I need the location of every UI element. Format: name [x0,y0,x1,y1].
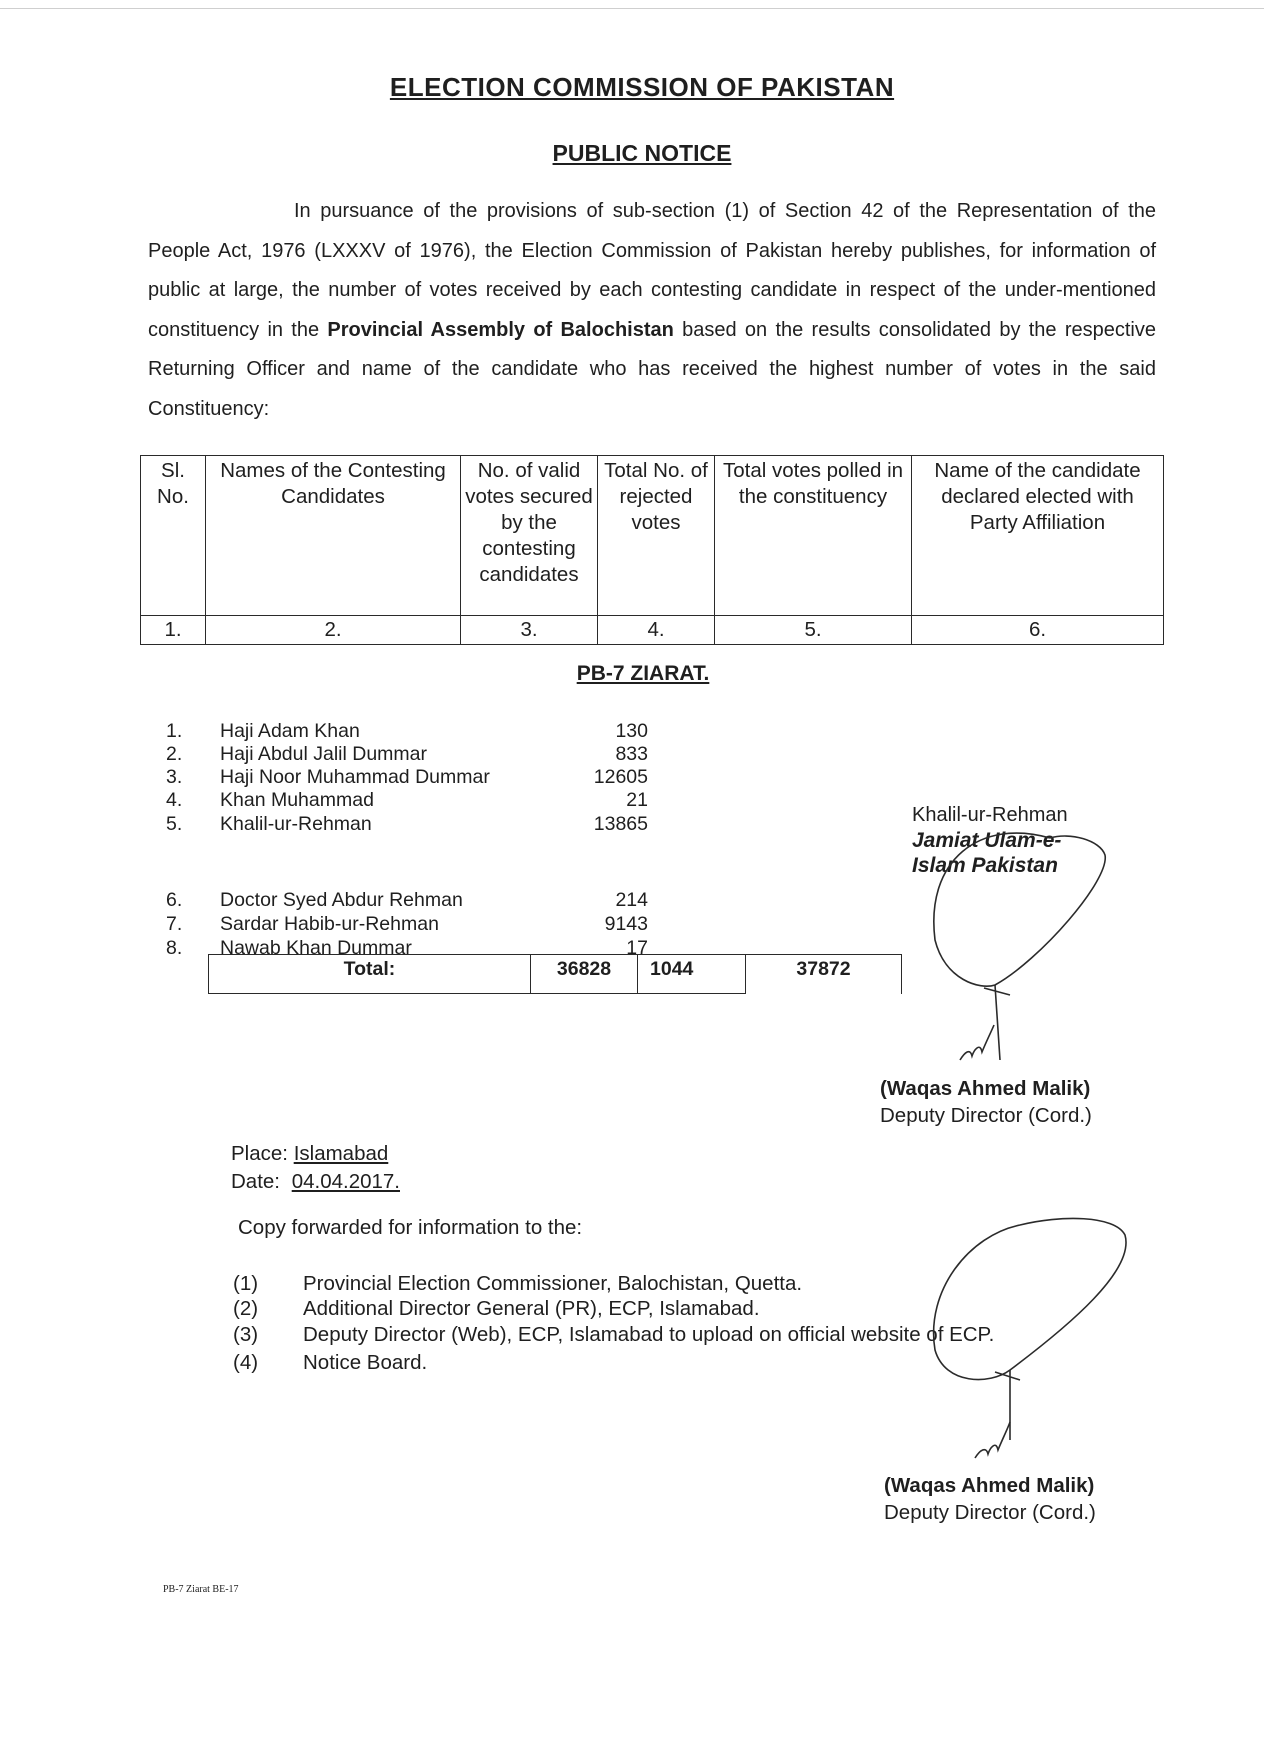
header-candidate-names: Names of the Contesting Candidates [206,456,461,616]
recipient-number: (4) [233,1351,259,1374]
header-sl-no: Sl. No. [141,456,206,616]
total-label: Total: [209,955,531,994]
candidate-sl: 6. [166,889,183,911]
candidate-sl: 3. [166,766,183,788]
header-rejected-votes: Total No. of rejected votes [598,456,715,616]
winner-party-line-2: Islam Pakistan [912,854,1058,877]
place-label: Place: [231,1142,288,1165]
candidate-votes: 214 [615,889,648,911]
candidate-votes: 833 [615,743,648,765]
candidate-votes: 21 [626,789,648,811]
candidate-sl: 4. [166,789,183,811]
totals-table [208,954,902,994]
candidate-name: Haji Noor Muhammad Dummar [220,766,490,788]
candidate-name: Nawab Khan Dummar [220,937,412,959]
candidate-votes: 13865 [593,813,648,835]
constituency-name: PB-7 ZIARAT. [576,662,710,685]
scan-edge-line [0,8,1264,9]
candidate-name: Haji Adam Khan [220,720,360,742]
signature-block-2 [884,1472,1096,1526]
signatory-designation: Deputy Director (Cord.) [884,1501,1096,1524]
date-value: 04.04.2017. [291,1170,400,1193]
recipient-text: Notice Board. [303,1351,428,1374]
copy-forwarded-intro: Copy forwarded for information to the: [238,1216,583,1239]
intro-paragraph [148,192,1156,429]
constituency-heading [0,662,1264,686]
candidate-votes: 17 [626,937,648,959]
recipient-text: Additional Director General (PR), ECP, Islamabad. [303,1297,760,1320]
recipient-text: Provincial Election Commissioner, Balochistan, Quetta. [303,1272,803,1295]
signature-block-1 [880,1075,1092,1129]
column-number: 4. [598,616,715,645]
candidate-sl: 5. [166,813,183,835]
column-number: 2. [206,616,461,645]
recipient-number: (1) [233,1272,259,1295]
candidate-sl: 7. [166,913,183,935]
total-rejected-votes: 1044 [638,955,746,994]
winner-party-line-1: Jamiat Ulam-e- [912,829,1062,852]
candidate-sl: 1. [166,720,183,742]
recipient-number: (2) [233,1297,259,1320]
signatory-name: (Waqas Ahmed Malik) [880,1077,1091,1100]
column-number: 6. [912,616,1164,645]
date-label: Date: [231,1170,280,1193]
candidate-name: Khalil-ur-Rehman [220,813,372,835]
header-elected-candidate: Name of the candidate declared elected with Party Affiliation [912,456,1164,616]
intro-text-2: based on the results consolidated by the respective Returning Officer and name of the candidate who has received the highest number of votes in the said Constituency: [148,318,1156,420]
candidate-name: Khan Muhammad [220,789,374,811]
candidate-sl: 2. [166,743,183,765]
recipient-text: Deputy Director (Web), ECP, Islamabad to upload on official website of ECP. [303,1323,995,1346]
candidate-name: Sardar Habib-ur-Rehman [220,913,439,935]
page-title: ELECTION COMMISSION OF PAKISTAN [389,72,895,102]
footer-reference: PB-7 Ziarat BE-17 [163,1584,239,1595]
signature-2-icon [900,1210,1140,1480]
notice-title: PUBLIC NOTICE [552,140,732,166]
winner-name: Khalil-ur-Rehman [912,804,1068,826]
candidate-name: Haji Abdul Jalil Dummar [220,743,427,765]
signatory-designation: Deputy Director (Cord.) [880,1104,1092,1127]
total-votes-polled: 37872 [746,955,902,994]
place-date-block [231,1140,400,1196]
signature-1-icon [900,820,1140,1080]
signatory-name: (Waqas Ahmed Malik) [884,1474,1095,1497]
place-value: Islamabad [293,1142,389,1165]
recipient-number: (3) [233,1323,259,1346]
candidate-votes: 12605 [593,766,648,788]
candidate-votes: 9143 [604,913,648,935]
header-valid-votes: No. of valid votes secured by the contesting candidates [461,456,598,616]
column-number: 3. [461,616,598,645]
header-total-polled: Total votes polled in the constituency [715,456,912,616]
column-number: 1. [141,616,206,645]
intro-bold-assembly: Provincial Assembly of Balochistan [327,318,674,341]
candidate-sl: 8. [166,937,183,959]
candidate-votes: 130 [615,720,648,742]
column-number: 5. [715,616,912,645]
total-valid-votes: 36828 [531,955,638,994]
results-header-table [140,455,1164,645]
candidate-name: Doctor Syed Abdur Rehman [220,889,463,911]
intro-text-1: In pursuance of the provisions of sub-section (1) of Section 42 of the Representation of the People Act, 1976 (LXXXV of 1976), the Election Commission of Pakistan hereby publishes, for information of public at large, the number of votes received by each contesting candidate in respect of the under-mentioned constituency in the [148,200,1156,341]
